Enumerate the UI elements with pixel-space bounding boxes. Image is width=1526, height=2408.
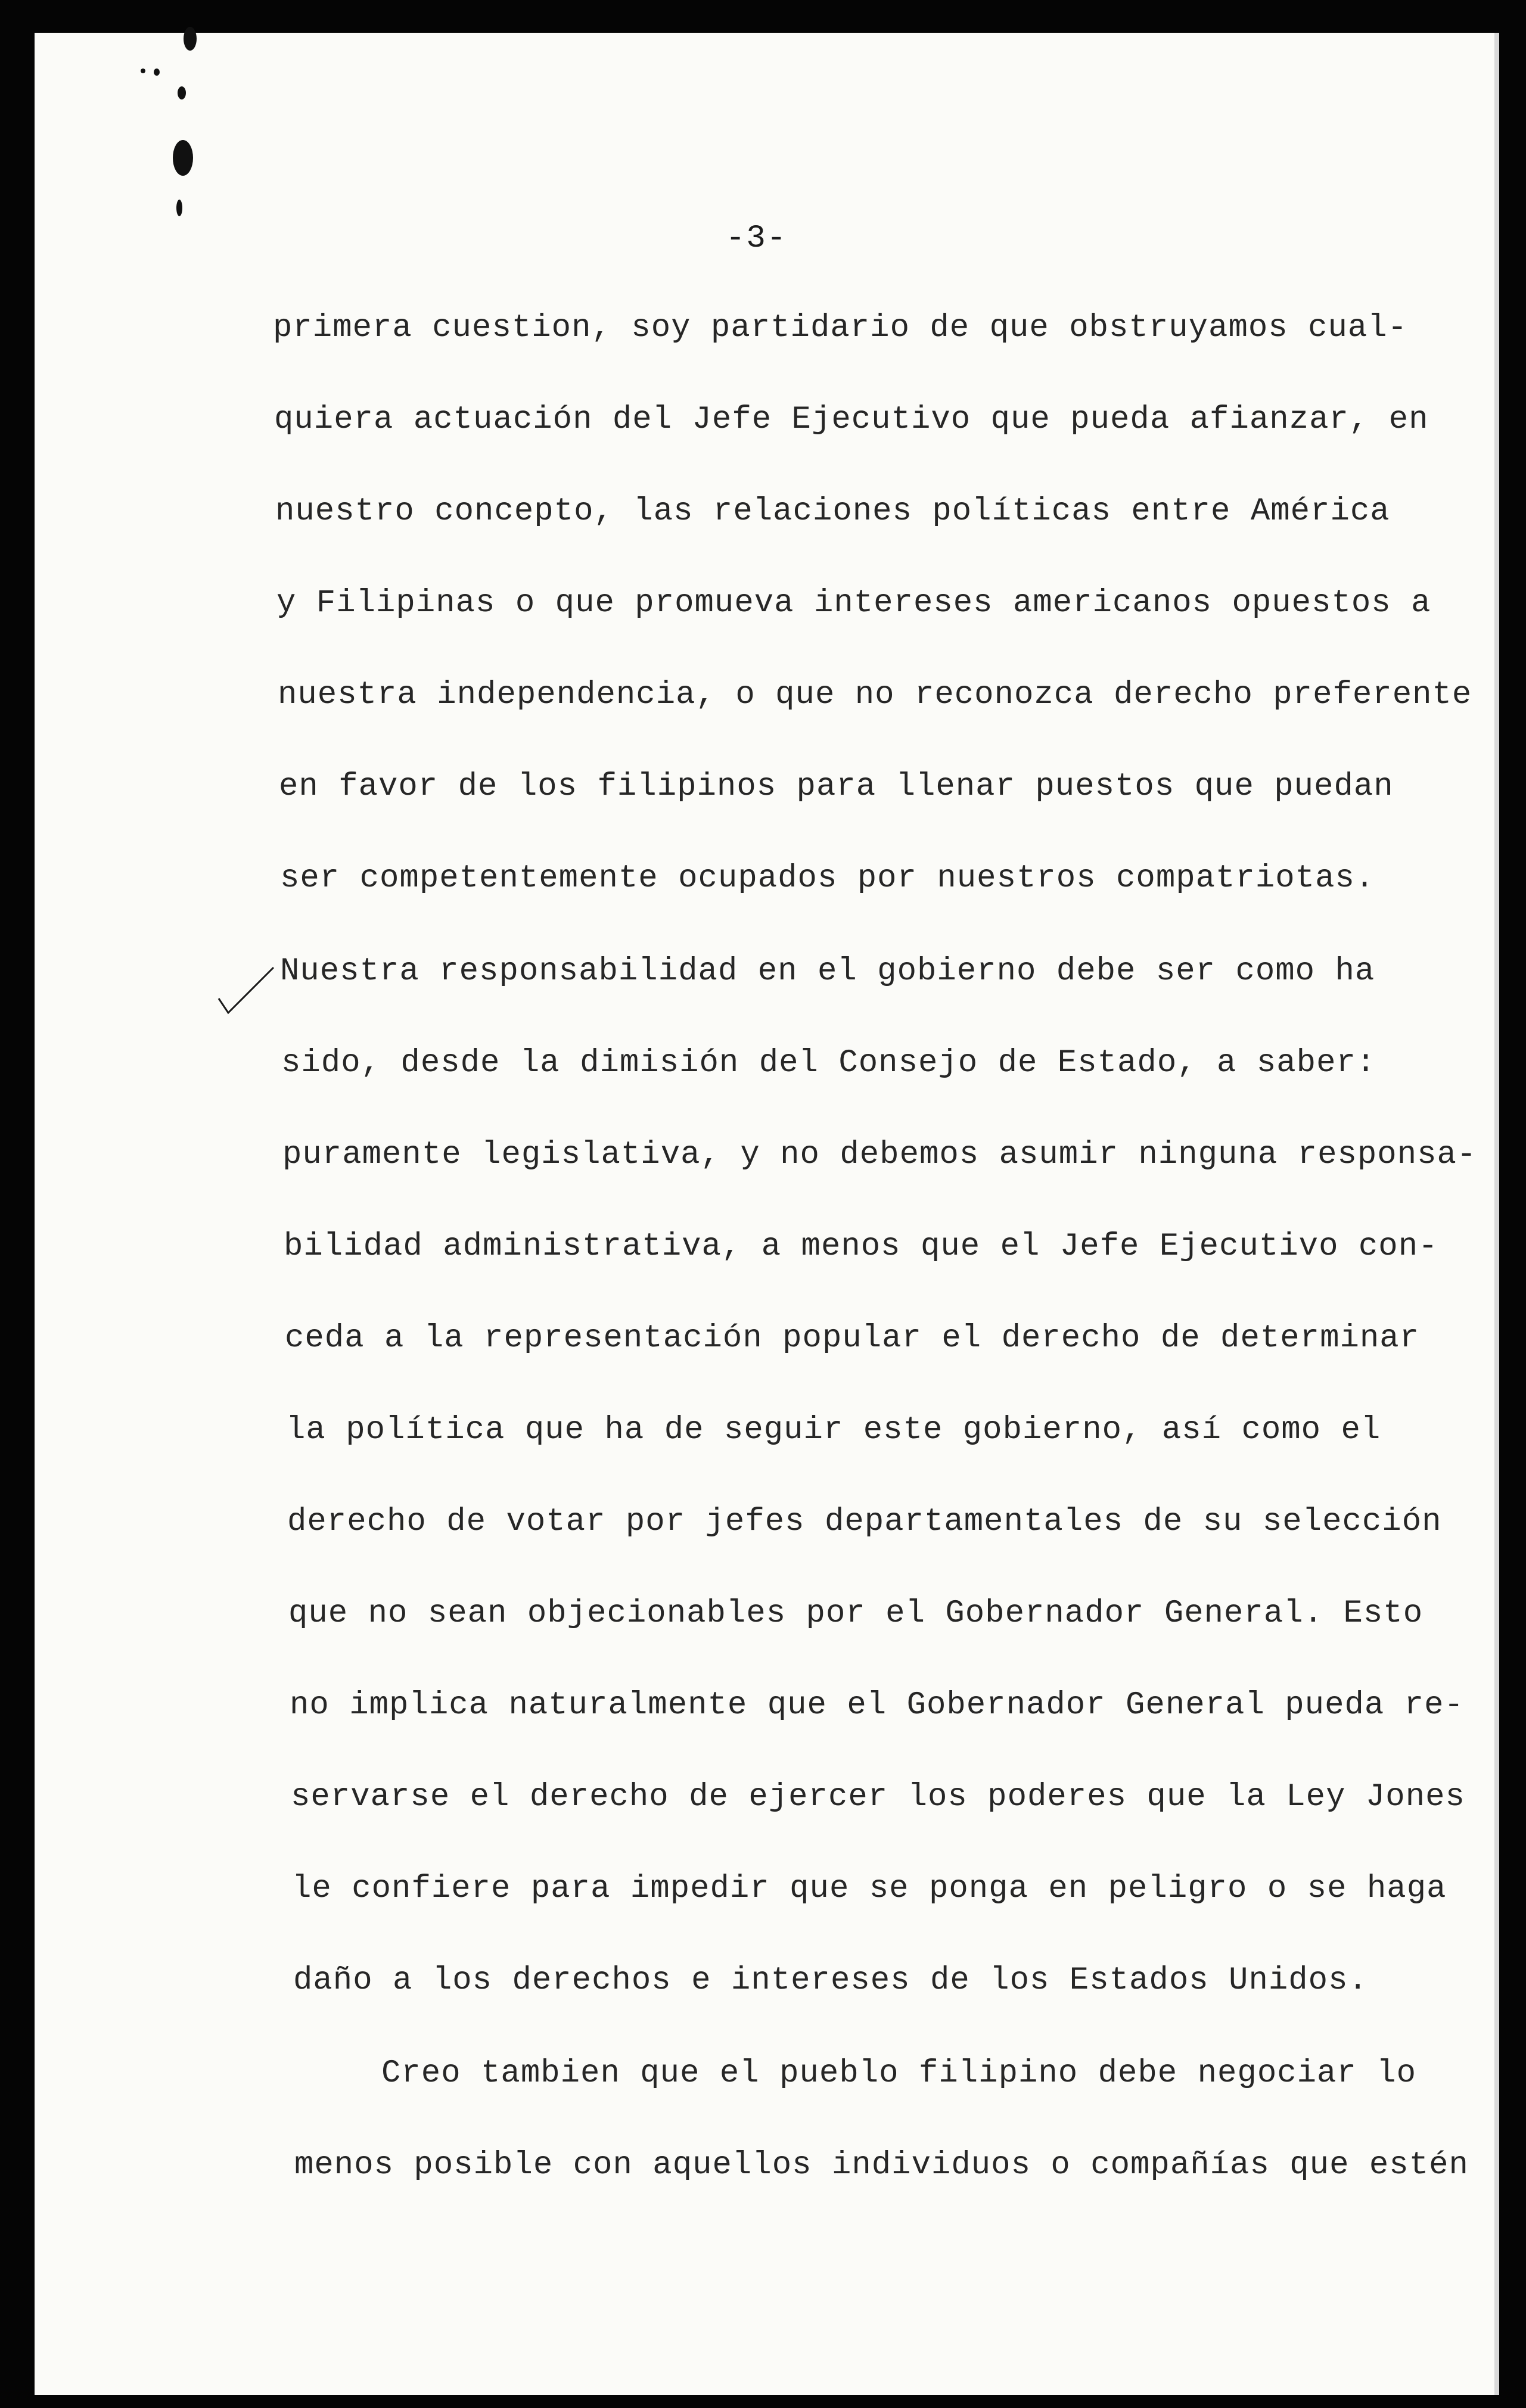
ink-smudge xyxy=(178,86,186,99)
text-line: nuestra independencia, o que no reconozca derecho preferente xyxy=(278,677,1472,713)
text-line: puramente legislativa, y no debemos asumir ninguna responsa- xyxy=(282,1137,1477,1173)
text-line: no implica naturalmente que el Gobernador General pueda re- xyxy=(290,1687,1464,1723)
text-line: derecho de votar por jefes departamentales de su selección xyxy=(287,1504,1442,1540)
ink-smudge xyxy=(184,27,197,51)
text-line: ceda a la representación popular el derecho de determinar xyxy=(285,1320,1420,1357)
text-line: quiera actuación del Jefe Ejecutivo que pueda afianzar, en xyxy=(274,402,1429,438)
text-line: sido, desde la dimisión del Consejo de Estado, a saber: xyxy=(281,1045,1376,1081)
text-line: bilidad administrativa, a menos que el Jefe Ejecutivo con- xyxy=(284,1228,1438,1265)
text-line: en favor de los filipinos para llenar puestos que puedan xyxy=(279,769,1394,805)
ink-smudge xyxy=(154,69,160,76)
text-line: y Filipinas o que promueva intereses americanos opuestos a xyxy=(276,585,1431,621)
paragraph-start-line: Creo tambien que el pueblo filipino debe negociar lo xyxy=(381,2055,1417,2092)
ink-smudge xyxy=(141,69,145,73)
typewritten-page xyxy=(35,33,1499,2395)
text-line: servarse el derecho de ejercer los poderes que la Ley Jones xyxy=(291,1779,1465,1815)
page-number: -3- xyxy=(726,220,788,257)
text-line: que no sean objecionables por el Gobernador General. Esto xyxy=(288,1595,1424,1632)
text-line: menos posible con aquellos individuos o compañías que estén xyxy=(294,2147,1469,2183)
text-line: Nuestra responsabilidad en el gobierno debe ser como ha xyxy=(280,953,1375,990)
checkmark-icon xyxy=(216,965,276,1019)
text-line: le confiere para impedir que se ponga en peligro o se haga xyxy=(292,1871,1447,1907)
text-line: daño a los derechos e intereses de los Estados Unidos. xyxy=(293,1962,1368,1999)
text-line: ser competentemente ocupados por nuestros compatriotas. xyxy=(280,860,1375,897)
ink-smudge xyxy=(176,200,182,216)
text-line: nuestro concepto, las relaciones políticas entre América xyxy=(275,493,1390,530)
text-line: primera cuestion, soy partidario de que obstruyamos cual- xyxy=(273,310,1408,346)
text-line: la política que ha de seguir este gobierno, así como el xyxy=(286,1412,1381,1448)
ink-smudge xyxy=(173,140,193,176)
